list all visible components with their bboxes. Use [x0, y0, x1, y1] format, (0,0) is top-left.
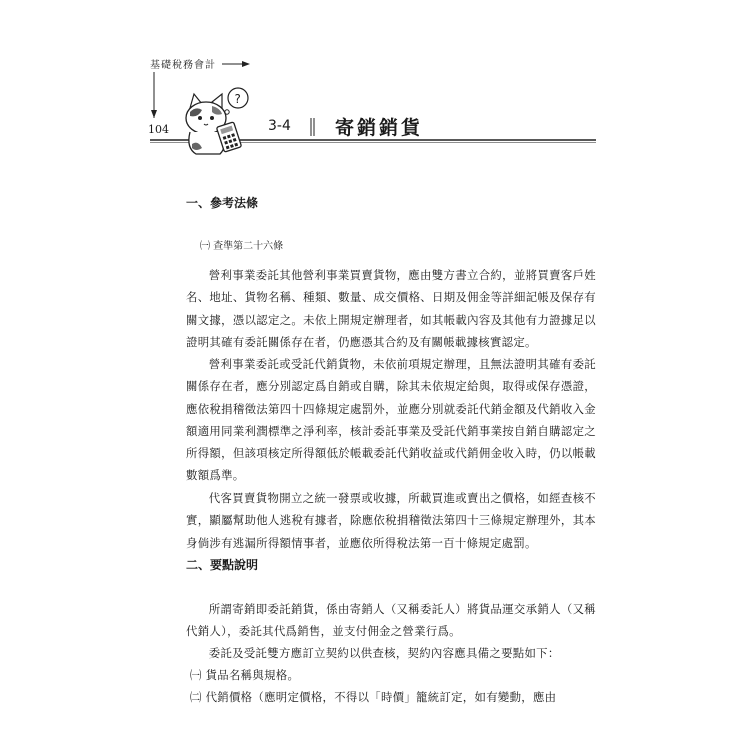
section-title: 寄銷銷貨: [335, 117, 424, 139]
paragraph: 委託及受託雙方應訂立契約以供查核，契約內容應具備之要點如下：: [208, 646, 560, 660]
svg-text:?: ?: [234, 92, 241, 106]
running-head: 基礎稅務會計: [150, 60, 216, 71]
section-number: 3-4: [268, 118, 291, 134]
cat-mascot-icon: [176, 78, 256, 158]
subheading-article-26: ㈠ 查準第二十六條: [200, 241, 284, 252]
section-heading-1: 一、參考法條: [186, 196, 259, 210]
list-item: ㈠ 貨品名稱與規格。: [190, 668, 300, 682]
paragraph: 營利事業委託或受託代銷貨物，未依前項規定辦理，且無法證明其確有委託關係存在者，應分別認定爲自銷或自購，除其未依規定給與，取得或保存憑證，應依稅捐稽徵法第四十四條規定處罰外，並應分別就委託代銷金額及代銷收入金額適用同業利潤標準之淨利率，核計委託事業及受託代銷事業按自銷自購認定之所得額，但該項核定所得額低於帳載委託代銷收益或代銷佣金收入時，仍以帳載數額爲準。: [186, 357, 596, 483]
paragraph: 營利事業委託其他營利事業買賣貨物，應由雙方書立合約，並將買賣客戶姓名、地址、貨物名稱、種類、數量、成交價格、日期及佣金等詳細記帳及保存有關文據，憑以認定之。未依上開規定辦理者，如其帳載內容及其他有力證據足以證明其確有委託關係存在者，仍應憑其合約及有關帳載據核實認定。: [186, 268, 596, 349]
paragraph: 代客買賣貨物開立之統一發票或收據，所載買進或賣出之價格，如經查核不實，顯屬幫助他人逃稅有據者，除應依稅捐稽徵法第四十三條規定辦理外，其本身倘涉有逃漏所得額情事者，並應依所得稅法第一百十條規定處罰。: [186, 491, 596, 550]
section-heading-2: 二、要點說明: [186, 558, 259, 572]
page-number: 104: [148, 123, 169, 136]
paragraph: 所謂寄銷即委託銷貨，係由寄銷人（又稱委託人）將貨品運交承銷人（又稱代銷人），委託其代爲銷售，並支付佣金之營業行爲。: [186, 602, 596, 639]
list-item: ㈡ 代銷價格（應明定價格，不得以「時價」籠統訂定，如有變動，應由: [190, 690, 557, 704]
